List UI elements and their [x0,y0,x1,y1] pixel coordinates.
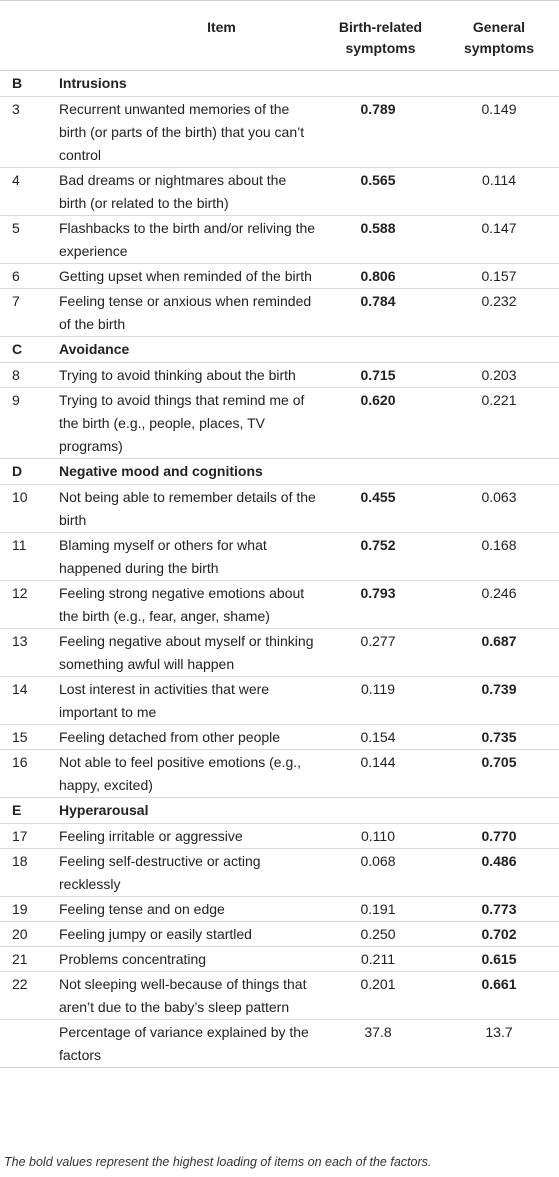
birth-loading: 0.277 [322,629,439,677]
general-loading: 0.735 [439,725,559,750]
table-row [0,533,559,581]
table-row [0,97,559,168]
item-number: 13 [0,629,57,677]
item-text: Feeling self-destructive or acting recklessly [57,849,322,897]
item-number: 22 [0,972,57,1020]
table-row [0,363,559,388]
item-text: Feeling jumpy or easily startled [57,922,322,947]
table-row [0,289,559,337]
item-text: Problems concentrating [57,947,322,972]
item-number: 11 [0,533,57,581]
birth-loading: 0.620 [322,388,439,459]
section-empty-cell [439,337,559,363]
general-loading: 0.661 [439,972,559,1020]
birth-loading: 0.250 [322,922,439,947]
section-empty-cell [322,459,439,485]
item-number: 14 [0,677,57,725]
birth-loading: 0.144 [322,750,439,798]
section-empty-cell [322,337,439,363]
item-number: 17 [0,824,57,849]
item-text: Getting upset when reminded of the birth [57,264,322,289]
item-text: Not sleeping well-because of things that aren’t due to the baby’s sleep pattern [57,972,322,1020]
section-title: Hyperarousal [57,798,322,824]
section-empty-cell [322,798,439,824]
item-text: Feeling negative about myself or thinking something awful will happen [57,629,322,677]
item-number: 6 [0,264,57,289]
birth-loading: 0.784 [322,289,439,337]
variance-birth: 37.8 [322,1020,439,1068]
item-text: Flashbacks to the birth and/or reliving the experience [57,216,322,264]
table-row [0,581,559,629]
item-number: 10 [0,485,57,533]
variance-number-cell [0,1020,57,1068]
item-text: Feeling strong negative emotions about the birth (e.g., fear, anger, shame) [57,581,322,629]
table-row [0,216,559,264]
item-text: Bad dreams or nightmares about the birth (or related to the birth) [57,168,322,216]
item-number: 8 [0,363,57,388]
item-text: Recurrent unwanted memories of the birth (or parts of the birth) that you can’t control [57,97,322,168]
header-item: Item [57,1,322,71]
general-loading: 0.203 [439,363,559,388]
item-number: 4 [0,168,57,216]
header-general: General symptoms [439,1,559,71]
item-text: Blaming myself or others for what happened during the birth [57,533,322,581]
section-code: D [0,459,57,485]
table-row [0,264,559,289]
section-row [0,71,559,97]
birth-loading: 0.201 [322,972,439,1020]
table-row [0,972,559,1020]
header-number [0,1,57,71]
table-row [0,388,559,459]
table-row [0,849,559,897]
item-text: Lost interest in activities that were important to me [57,677,322,725]
item-number: 15 [0,725,57,750]
item-number: 16 [0,750,57,798]
birth-loading: 0.588 [322,216,439,264]
item-number: 12 [0,581,57,629]
table-row [0,947,559,972]
birth-loading: 0.806 [322,264,439,289]
section-empty-cell [439,71,559,97]
table-row [0,677,559,725]
item-number: 7 [0,289,57,337]
section-empty-cell [439,459,559,485]
birth-loading: 0.154 [322,725,439,750]
birth-loading: 0.455 [322,485,439,533]
item-number: 20 [0,922,57,947]
section-code: E [0,798,57,824]
item-text: Feeling tense or anxious when reminded of the birth [57,289,322,337]
table-header [0,1,559,71]
item-text: Feeling detached from other people [57,725,322,750]
general-loading: 0.246 [439,581,559,629]
item-text: Feeling tense and on edge [57,897,322,922]
general-loading: 0.168 [439,533,559,581]
general-loading: 0.615 [439,947,559,972]
general-loading: 0.114 [439,168,559,216]
item-text: Trying to avoid things that remind me of the birth (e.g., people, places, TV programs) [57,388,322,459]
section-row [0,459,559,485]
section-empty-cell [439,798,559,824]
birth-loading: 0.211 [322,947,439,972]
table-row [0,824,559,849]
birth-loading: 0.789 [322,97,439,168]
general-loading: 0.705 [439,750,559,798]
section-row [0,337,559,363]
header-birth-related: Birth-related symptoms [322,1,439,71]
table-row [0,922,559,947]
item-number: 3 [0,97,57,168]
general-loading: 0.063 [439,485,559,533]
general-loading: 0.149 [439,97,559,168]
section-title: Avoidance [57,337,322,363]
section-row [0,798,559,824]
item-number: 19 [0,897,57,922]
birth-loading: 0.715 [322,363,439,388]
item-number: 21 [0,947,57,972]
table-row [0,897,559,922]
general-loading: 0.147 [439,216,559,264]
section-title: Intrusions [57,71,322,97]
variance-row [0,1020,559,1068]
table-body [0,71,559,1068]
item-text: Not being able to remember details of the birth [57,485,322,533]
variance-general: 13.7 [439,1020,559,1068]
table-row [0,629,559,677]
general-loading: 0.486 [439,849,559,897]
birth-loading: 0.565 [322,168,439,216]
section-empty-cell [322,71,439,97]
general-loading: 0.770 [439,824,559,849]
general-loading: 0.702 [439,922,559,947]
item-number: 9 [0,388,57,459]
general-loading: 0.773 [439,897,559,922]
general-loading: 0.157 [439,264,559,289]
table-row [0,168,559,216]
general-loading: 0.221 [439,388,559,459]
table-row [0,485,559,533]
table-row [0,725,559,750]
item-text: Feeling irritable or aggressive [57,824,322,849]
general-loading: 0.232 [439,289,559,337]
section-code: B [0,71,57,97]
birth-loading: 0.752 [322,533,439,581]
section-title: Negative mood and cognitions [57,459,322,485]
general-loading: 0.687 [439,629,559,677]
item-number: 18 [0,849,57,897]
birth-loading: 0.119 [322,677,439,725]
item-text: Trying to avoid thinking about the birth [57,363,322,388]
table-row [0,750,559,798]
birth-loading: 0.110 [322,824,439,849]
table-footnote: The bold values represent the highest loading of items on each of the factors. [4,1155,432,1169]
item-number: 5 [0,216,57,264]
variance-label: Percentage of variance explained by the factors [57,1020,322,1068]
birth-loading: 0.793 [322,581,439,629]
birth-loading: 0.068 [322,849,439,897]
birth-loading: 0.191 [322,897,439,922]
item-text: Not able to feel positive emotions (e.g., happy, excited) [57,750,322,798]
general-loading: 0.739 [439,677,559,725]
section-code: C [0,337,57,363]
